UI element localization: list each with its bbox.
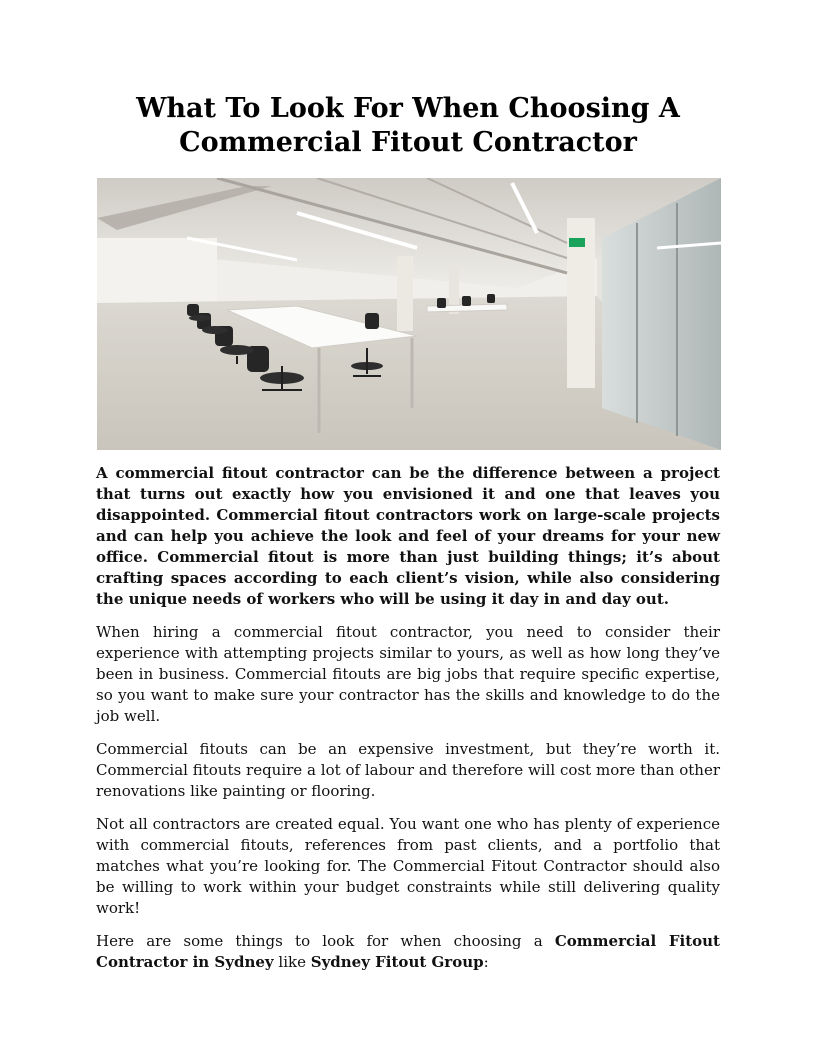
paragraph-contractors: Not all contractors are created equal. You want one who has plenty of experience with commercial fitouts, references from past clients, and a portfolio that matches what you’re looking for. The Commercial Fitout Contractor should also be willing to work within your budget constraints while still delivering quality work! (96, 815, 720, 917)
title-line-1: What To Look For When Choosing A (136, 93, 680, 124)
article-body (96, 463, 720, 985)
title-line-2: Commercial Fitout Contractor (179, 127, 637, 158)
paragraph-5-prefix: Here are some things to look for when choosing a (96, 932, 555, 950)
paragraph-investment: Commercial fitouts can be an expensive investment, but they’re worth it. Commercial fitouts require a lot of labour and therefore will cost more than other renovations like painting or flooring. (96, 740, 720, 800)
paragraph-5-middle: like (273, 953, 311, 971)
paragraph-5-suffix: : (483, 953, 489, 971)
paragraph-experience: When hiring a commercial fitout contractor, you need to consider their experience with attempting projects similar to yours, as well as how long they’ve been in business. Commercial fitouts are big jobs that require specific expertise, so you want to make sure your contractor has the skills and knowledge to do the job well. (96, 623, 720, 725)
contractor-sydney-link[interactable]: Commercial Fitout Contractor in Sydney (96, 932, 720, 971)
paragraph-things-to-look-for (96, 931, 720, 973)
lead-paragraph: A commercial fitout contractor can be the difference between a project that turns out exactly how you envisioned it and one that leaves you disappointed. Commercial fitout contractors work on large-scale projects and can help you achieve the look and feel of your dreams for your new office. Commercial fitout is more than just building things; it’s about crafting spaces according to each client’s vision, while also considering the unique needs of workers who will be using it day in and day out. (96, 464, 720, 608)
office-photo (97, 178, 721, 450)
sydney-fitout-group-link[interactable]: Sydney Fitout Group (310, 953, 484, 971)
page-title (96, 92, 720, 160)
